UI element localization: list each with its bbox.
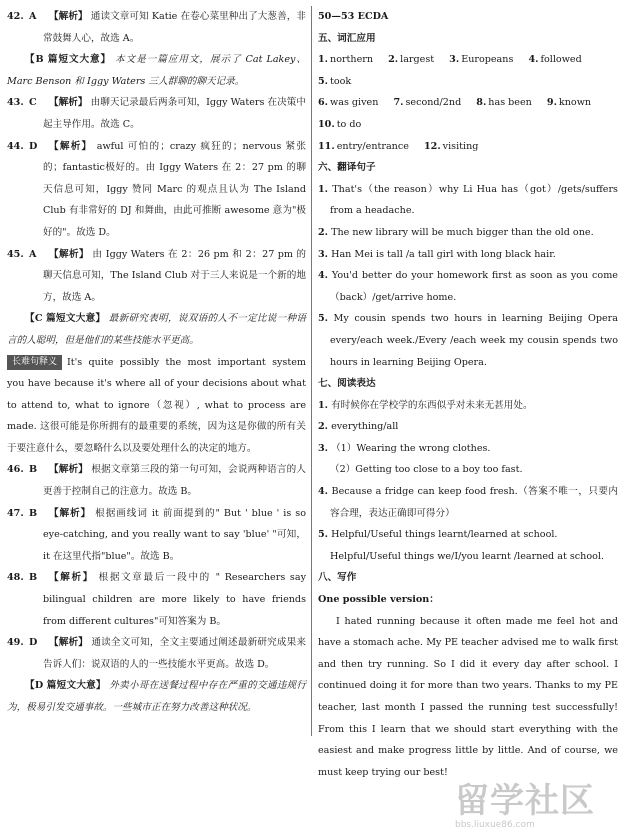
column-divider <box>311 6 312 736</box>
analysis-tag: 【解析】 <box>49 140 93 152</box>
question-number: 45. <box>7 248 24 260</box>
question-number: 44. <box>7 140 24 152</box>
answers-50-53: 50—53 ECDA <box>318 11 389 22</box>
summary-tag: 【C 篇短文大意】 <box>25 313 106 325</box>
translation-item: 2. The new library will be much bigger than the old one. <box>318 226 594 238</box>
explanation-text: 根据画线词 it 前面提到的" But ' blue ' is so eye-catching, and you really want to say 'blue' "可知，it 在这里代指"blue"。故选 B。 <box>43 507 306 562</box>
reading-answer: 4. Because a fridge can keep food fresh.（答案不唯一，只要内容合理，表达正确即可得分） <box>318 486 618 519</box>
answer-letter: A <box>29 11 37 22</box>
translation-item: 3. Han Mei is tall /a tall girl with long black hair. <box>318 248 556 260</box>
reading-answer-sub: （2）Getting too close to a boy too fast. <box>330 464 523 476</box>
answer-46 <box>7 459 306 502</box>
answer-49 <box>7 632 306 675</box>
summary-text: 外卖小哥在送餐过程中存在严重的交通违规行为，极易引发交通事故。一些城市正在努力改善这种状况。 <box>7 680 306 713</box>
answer-43 <box>7 92 306 135</box>
vocab-item: 6. was given <box>318 97 379 109</box>
vocab-item: 12. visiting <box>423 140 479 152</box>
right-column <box>318 6 618 783</box>
explanation-text: 由 Iggy Waters 在 2：26 pm 和 2：27 pm 的聊天信息可知，The Island Club 对于三人来说是一个新的地方，故选 A。 <box>43 248 307 303</box>
vocab-item: 9. known <box>546 97 592 109</box>
passage-c-summary <box>7 308 306 351</box>
analysis-tag: 【解析】 <box>49 507 92 519</box>
answer-letter: B <box>29 507 38 519</box>
vocab-item: 1. northern <box>318 54 374 66</box>
analysis-tag: 【解析】 <box>49 637 89 649</box>
translation-item: 5. My cousin spends two hours in learning Beijing Opera every/each week./Every /each week my cousin spends two hours in learning Beijing Opera. <box>318 313 618 368</box>
section-writing-title: 八、写作 <box>318 572 357 584</box>
long-sentence-explanation <box>7 352 306 460</box>
reading-answer: 5. Helpful/Useful things learnt/learned at school. <box>318 529 558 541</box>
question-number: 49. <box>7 637 24 649</box>
answer-letter: B <box>29 464 38 476</box>
vocab-item: 10. to do <box>318 118 362 130</box>
vocab-item: 2. largest <box>388 54 435 66</box>
question-number: 47. <box>7 507 24 519</box>
watermark <box>455 783 615 831</box>
vocab-item: 3. Europeans <box>449 54 514 66</box>
answer-48 <box>7 567 306 632</box>
summary-text: 最新研究表明，说双语的人不一定比说一种语言的人聪明，但是他们的某些技能水平更高。 <box>7 313 307 346</box>
vocab-item: 11. entry/entrance <box>318 140 409 152</box>
answer-letter: B <box>29 572 38 584</box>
one-possible-version-label: One possible version： <box>318 594 439 606</box>
explanation-text: 通读文章可知 Katie 在卷心菜里种出了大葱善，非常鼓舞人心，故选 A。 <box>43 11 306 44</box>
reading-answer: 2. everything/all <box>318 421 399 433</box>
answer-letter: D <box>29 140 38 152</box>
passage-d-summary <box>7 675 306 718</box>
summary-tag: 【B 篇短文大意】 <box>25 54 112 66</box>
vocab-item: 4. followed <box>528 54 582 66</box>
answer-letter: C <box>29 97 37 109</box>
sample-essay: I hated running because it often made me feel hot and have a stomach ache. My PE teacher advised me to walk first and then try running. So I did it every day after school. I continued doing it for more than two years. Thanks to my PE teacher, last month I passed the running test successfully! From this I learn that we should start everything with the easiest and make progress little by little. And of course, we must keep trying our best! <box>318 615 618 778</box>
vocab-item: 8. has been <box>476 97 532 109</box>
section-translation-title: 六、翻译句子 <box>318 162 376 174</box>
explanation-text: awful 可怕的；crazy 疯狂的；nervous 紧张的；fantastic极好的。由 Iggy Waters 在 2：27 pm 的聊天信息可知，Iggy 赞同 Marc 的观点且认为 The Island Club 有非常好的 DJ 和舞曲，由此可推断 awesome 意为"极好的"。故选 D。 <box>43 140 306 238</box>
answer-letter: A <box>29 248 37 260</box>
vocab-item: 7. second/2nd <box>393 97 462 109</box>
translation-item: 4. You'd better do your homework first as soon as you come（back）/get/arrive home. <box>318 270 618 303</box>
section-vocabulary-title: 五、词汇应用 <box>318 32 376 44</box>
answer-letter: D <box>29 637 38 649</box>
reading-answer: 1. 有时候你在学校学的东西似乎对未来无甚用处。 <box>318 399 533 411</box>
long-sentence-text: It's quite possibly the most important system you have because it's where all of your decisions about what to attend to, what to ignore（忽视）, what to process are made. 这很可能是你所拥有的最重要的系统，因为这是你做的所有关于要注意什么，要忽略什么以及要处理什么的决定的地方。 <box>7 356 306 454</box>
explanation-text: 通读全文可知，全文主要通过阐述最新研究成果来告诉人们：说双语的人的一些技能水平更高。故选 D。 <box>43 637 307 670</box>
reading-answer: 3. （1）Wearing the wrong clothes. <box>318 442 491 454</box>
explanation-text: 根据文章最后一段中的 " Researchers say bilingual children are more likely to have friends from different cultures"可知答案为 B。 <box>43 572 306 627</box>
section-reading-title: 七、阅读表达 <box>318 378 376 390</box>
summary-text: 本文是一篇应用文，展示了 Cat Lakey、Marc Benson 和 Iggy Waters 三人群聊的聊天记录。 <box>7 54 306 87</box>
explanation-text: 根据文章第三段的第一句可知，会说两种语言的人更善于控制自己的注意力。故选 B。 <box>43 464 307 498</box>
answer-42 <box>7 6 306 49</box>
vocab-row-3 <box>318 136 618 158</box>
watermark-url: bbs.liuxue86.com <box>455 820 535 830</box>
question-number: 43. <box>7 97 24 109</box>
answer-45 <box>7 244 306 309</box>
vocab-item: 5. took <box>318 75 352 87</box>
answer-47 <box>7 503 306 568</box>
left-column <box>7 6 306 719</box>
passage-b-summary <box>7 49 306 92</box>
question-number: 42. <box>7 11 24 22</box>
analysis-tag: 【解析】 <box>49 464 89 476</box>
vocab-row-2 <box>318 92 618 135</box>
summary-tag: 【D 篇短文大意】 <box>25 680 106 692</box>
reading-answer-sub: Helpful/Useful things we/I/you learnt /learned at school. <box>330 550 605 562</box>
vocab-row-1 <box>318 49 618 92</box>
question-number: 48. <box>7 572 24 584</box>
translation-item: 1. That's（the reason）why Li Hua has（got）/gets/suffers from a headache. <box>318 183 618 217</box>
watermark-logo-text: 留学社区 <box>455 781 595 821</box>
long-sentence-badge: 长难句释义 <box>7 355 62 370</box>
analysis-tag: 【解析】 <box>49 11 88 22</box>
analysis-tag: 【解析】 <box>49 97 88 109</box>
explanation-text: 由聊天记录最后两条可知，Iggy Waters 在决策中起主导作用。故选 C。 <box>43 97 306 130</box>
question-number: 46. <box>7 464 24 476</box>
analysis-tag: 【解析】 <box>49 572 94 584</box>
answer-44 <box>7 136 306 244</box>
analysis-tag: 【解析】 <box>49 248 89 260</box>
